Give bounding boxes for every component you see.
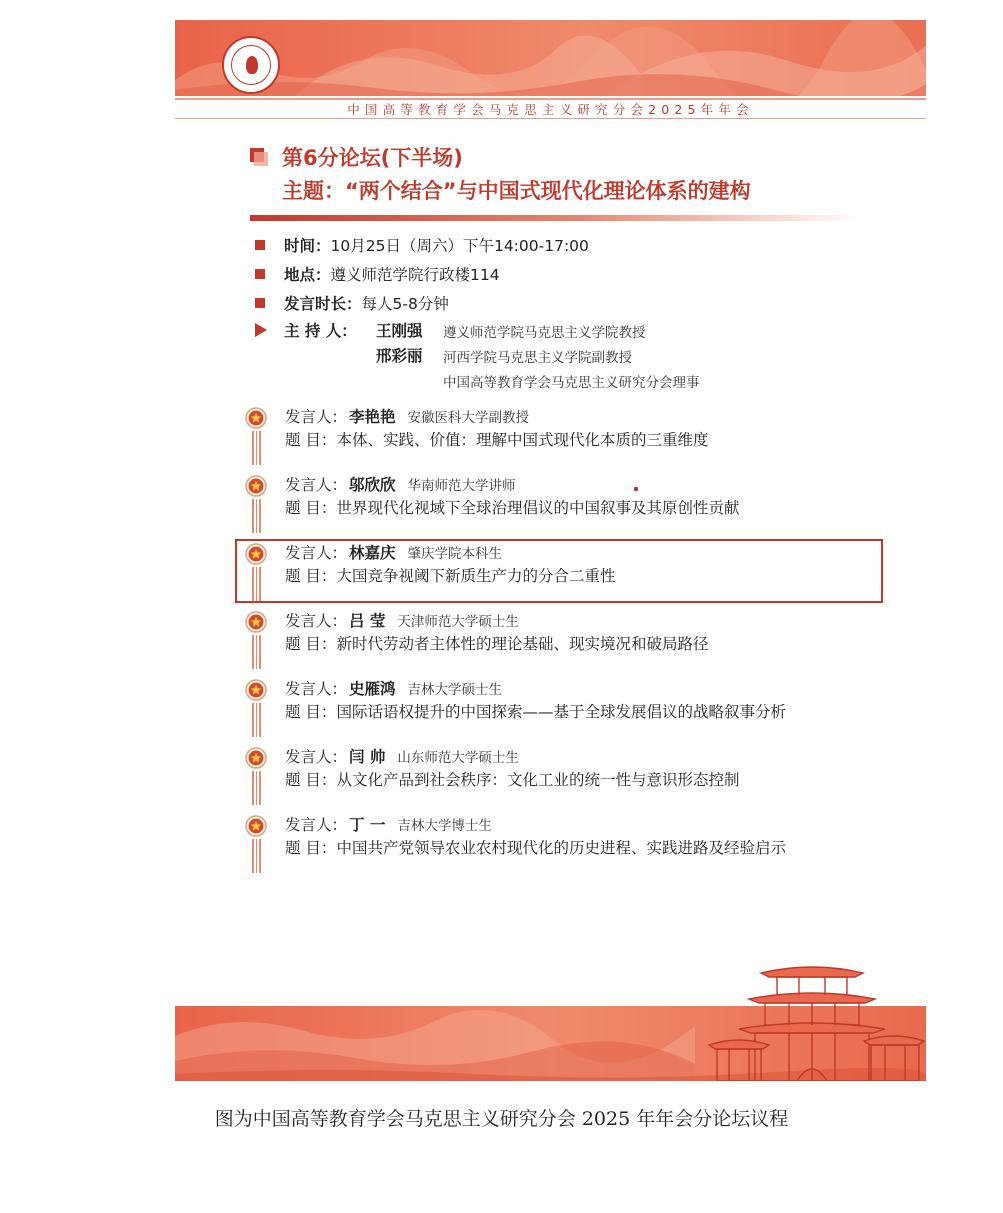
speaker-entry	[245, 473, 885, 529]
medal-star-icon	[245, 679, 267, 701]
host-affiliation-2: 河西学院马克思主义学院副教授	[443, 350, 632, 366]
speaker-label: 发言人：	[285, 408, 348, 426]
speaker-timeline-lines	[252, 703, 261, 737]
forum-title: 第6分论坛(下半场)	[282, 146, 463, 170]
speaker-topic: 从文化产品到社会秩序：文化工业的统一性与意识形态控制	[336, 771, 740, 789]
section-marker-icon	[250, 148, 268, 166]
speaker-entry	[245, 405, 885, 461]
time-label: 时间：	[284, 237, 331, 255]
header-rule-bottom	[175, 118, 926, 119]
speaker-affiliation: 吉林大学硕士生	[407, 682, 503, 698]
speaker-timeline-lines	[252, 839, 261, 873]
speaker-affiliation: 肇庆学院本科生	[407, 546, 503, 562]
time-value: 10月25日（周六）下午14:00-17:00	[330, 237, 589, 255]
speaker-name: 李艳艳	[349, 408, 396, 426]
topic-label: 题 目：	[285, 771, 337, 789]
speaker-timeline-lines	[252, 567, 261, 601]
title-underline	[250, 215, 860, 221]
speaker-affiliation: 吉林大学博士生	[397, 818, 492, 834]
speaker-label: 发言人：	[285, 816, 348, 834]
speaker-label: 发言人：	[285, 612, 348, 630]
speaker-entry	[245, 541, 885, 597]
college-logo	[222, 36, 280, 94]
place-value: 遵义师范学院行政楼114	[330, 266, 500, 284]
speaker-topic: 新时代劳动者主体性的理论基础、现实境况和破局路径	[336, 635, 709, 653]
speaker-affiliation: 天津师范大学硕士生	[397, 614, 519, 630]
speaker-entry	[245, 813, 885, 869]
speaker-name: 史雁鸿	[349, 680, 396, 698]
info-time	[255, 234, 589, 258]
top-banner	[175, 20, 926, 96]
pavilion-building-illustration	[699, 953, 926, 1081]
speaker-entry	[245, 677, 885, 733]
square-bullet-icon	[255, 240, 265, 250]
speaker-label: 发言人：	[285, 748, 348, 766]
medal-star-icon	[245, 407, 267, 429]
topic-label: 题 目：	[285, 703, 337, 721]
topic-label: 题 目：	[285, 839, 337, 857]
speaker-timeline-lines	[252, 635, 261, 669]
duration-value: 每人5-8分钟	[361, 295, 449, 313]
host-label: 主 持 人：	[284, 322, 357, 340]
host-name-1: 王刚强	[376, 322, 423, 340]
conference-title: 中国高等教育学会马克思主义研究分会2025年年会	[347, 102, 754, 117]
place-label: 地点：	[284, 266, 331, 284]
speaker-affiliation: 华南师范大学讲师	[407, 478, 516, 494]
square-bullet-icon	[255, 298, 265, 308]
host-affiliation-3: 中国高等教育学会马克思主义研究分会理事	[443, 375, 700, 391]
mountain-pattern	[175, 20, 926, 96]
host-name-2: 邢彩丽	[376, 347, 423, 365]
speaker-topic: 本体、实践、价值：理解中国式现代化本质的三重维度	[336, 431, 709, 449]
speaker-affiliation: 安徽医科大学副教授	[407, 410, 530, 426]
medal-star-icon	[245, 815, 267, 837]
forum-theme: 主题：“两个结合”与中国式现代化理论体系的建构	[282, 179, 751, 203]
speaker-timeline-lines	[252, 771, 261, 805]
figure-caption: 图为中国高等教育学会马克思主义研究分会 2025 年年会分论坛议程	[214, 1108, 789, 1130]
speaker-timeline-lines	[252, 431, 261, 465]
speaker-name: 林嘉庆	[349, 544, 396, 562]
speaker-name: 邬欣欣	[349, 476, 396, 494]
speaker-entry	[245, 609, 885, 665]
medal-star-icon	[245, 611, 267, 633]
triangle-bullet-icon	[255, 323, 267, 337]
medal-star-icon	[245, 543, 267, 565]
topic-label: 题 目：	[285, 635, 337, 653]
info-duration	[255, 292, 449, 316]
speaker-topic: 国际话语权提升的中国探索——基于全球发展倡议的战略叙事分析	[336, 703, 786, 721]
speaker-affiliation: 山东师范大学硕士生	[397, 750, 519, 766]
topic-label: 题 目：	[285, 567, 337, 585]
speaker-name: 丁 一	[349, 816, 386, 834]
topic-label: 题 目：	[285, 499, 337, 517]
info-host	[255, 319, 357, 343]
medal-star-icon	[245, 475, 267, 497]
square-bullet-icon	[255, 269, 265, 279]
speaker-topic: 大国竞争视阈下新质生产力的分合二重性	[336, 567, 616, 585]
topic-label: 题 目：	[285, 431, 337, 449]
medal-star-icon	[245, 747, 267, 769]
speaker-topic: 世界现代化视域下全球治理倡议的中国叙事及其原创性贡献	[336, 499, 740, 517]
speaker-topic: 中国共产党领导农业农村现代化的历史进程、实践进路及经验启示	[336, 839, 786, 857]
duration-label: 发言时长：	[284, 295, 362, 313]
agenda-poster	[175, 20, 926, 1081]
speaker-name: 闫 帅	[349, 748, 386, 766]
info-place	[255, 263, 500, 287]
speaker-label: 发言人：	[285, 544, 348, 562]
speaker-entry	[245, 745, 885, 801]
host-affiliation-1: 遵义师范学院马克思主义学院教授	[443, 325, 646, 341]
speaker-label: 发言人：	[285, 476, 348, 494]
speaker-label: 发言人：	[285, 680, 348, 698]
speaker-timeline-lines	[252, 499, 261, 533]
header-rule-top	[175, 98, 926, 100]
speaker-name: 吕 莹	[349, 612, 386, 630]
